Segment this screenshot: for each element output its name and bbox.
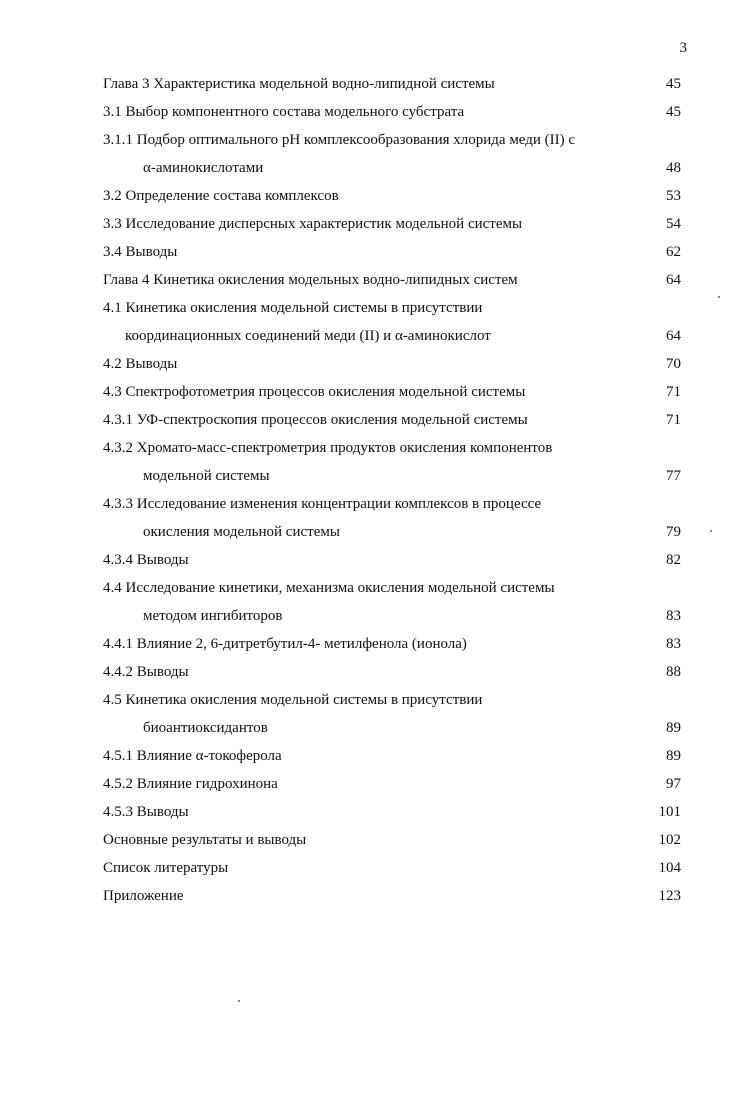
toc-entry-page: 123 [658, 888, 681, 904]
toc-entry-page: 45 [666, 76, 681, 92]
toc-entry-title-continuation: координационных соединений меди (II) и α-аминокислот [125, 328, 491, 344]
toc-entry-page: 89 [666, 720, 681, 736]
toc-entry-title: 4.3.2 Хромато-масс-спектрометрия продуктов окисления компонентов [103, 440, 553, 456]
scan-speck [238, 1000, 240, 1002]
toc-entry [103, 882, 681, 910]
toc-entry-title: 3.1.1 Подбор оптимального pH комплексообразования хлорида меди (II) с [103, 132, 576, 148]
toc-entry-page: 83 [666, 608, 681, 624]
toc-entry-page: 97 [666, 776, 681, 792]
toc-entry-title: 3.1 Выбор компонентного состава модельного субстрата [103, 104, 465, 120]
toc-entry-page: 104 [658, 860, 681, 876]
toc-entry [103, 854, 681, 882]
toc-entry-page: 64 [666, 272, 681, 288]
toc-entry-page: 64 [666, 328, 681, 344]
toc-entry [103, 266, 681, 294]
toc-entry-page: 89 [666, 748, 681, 764]
toc-entry [103, 686, 681, 742]
toc-entry-page: 70 [666, 356, 681, 372]
toc-entry-title: 4.5.2 Влияние гидрохинона [103, 776, 278, 792]
toc-entry [103, 490, 681, 546]
toc-entry [103, 574, 681, 630]
toc-entry-page: 53 [666, 188, 681, 204]
toc-entry [103, 742, 681, 770]
toc-entry [103, 378, 681, 406]
toc-entry-title: 3.3 Исследование дисперсных характеристик модельной системы [103, 216, 523, 232]
toc-entry [103, 826, 681, 854]
toc-entry-title-continuation: окисления модельной системы [143, 524, 340, 540]
toc-entry-title: 4.5.3 Выводы [103, 804, 189, 820]
toc-entry [103, 238, 681, 266]
toc-entry [103, 630, 681, 658]
toc-entry-title: 4.1 Кинетика окисления модельной системы в присутствии [103, 300, 483, 316]
toc-entry [103, 406, 681, 434]
toc-entry-title-continuation: методом ингибиторов [143, 608, 283, 624]
toc-entry-title: Приложение [103, 888, 184, 904]
toc-entry [103, 294, 681, 350]
toc-entry [103, 770, 681, 798]
toc-entry-title: Список литературы [103, 860, 229, 876]
page-number: 3 [679, 40, 687, 56]
toc-entry-title: Основные результаты и выводы [103, 832, 307, 848]
toc-entry-page: 83 [666, 636, 681, 652]
toc-entry-title: 4.4 Исследование кинетики, механизма окисления модельной системы [103, 580, 555, 596]
toc-entry-title: 4.4.1 Влияние 2, 6-дитретбутил-4- метилфенола (ионола) [103, 636, 467, 652]
toc-entry [103, 126, 681, 182]
toc-entry [103, 350, 681, 378]
toc-entry-title: 4.5 Кинетика окисления модельной системы в присутствии [103, 692, 483, 708]
toc-entry [103, 98, 681, 126]
toc-entry [103, 182, 681, 210]
toc-entry-title-continuation: α-аминокислотами [143, 160, 264, 176]
toc-entry-title: 4.3.3 Исследование изменения концентрации комплексов в процессе [103, 496, 542, 512]
toc-entry-page: 88 [666, 664, 681, 680]
toc-entry-page: 82 [666, 552, 681, 568]
toc-entry-page: 102 [658, 832, 681, 848]
toc-entry-page: 48 [666, 160, 681, 176]
toc-entry-title: Глава 3 Характеристика модельной водно-липидной системы [103, 76, 495, 92]
toc-entry [103, 210, 681, 238]
toc-entry-page: 101 [658, 804, 681, 820]
toc-entry-page: 45 [666, 104, 681, 120]
toc-entry-title: 4.4.2 Выводы [103, 664, 189, 680]
toc-entry [103, 434, 681, 490]
toc-entry-title: 3.2 Определение состава комплексов [103, 188, 339, 204]
toc-entry-page: 77 [666, 468, 681, 484]
toc-entry-page: 54 [666, 216, 681, 232]
toc-entry [103, 798, 681, 826]
toc-entry-page: 79 [666, 524, 681, 540]
toc-entry-title-continuation: модельной системы [143, 468, 270, 484]
toc-entry-title-continuation: биоантиоксидантов [143, 720, 268, 736]
toc-entry-title: 4.5.1 Влияние α-токоферола [103, 748, 282, 764]
table-of-contents [103, 70, 681, 910]
toc-entry-title: 4.3.1 УФ-спектроскопия процессов окисления модельной системы [103, 412, 528, 428]
toc-entry [103, 546, 681, 574]
toc-entry-page: 62 [666, 244, 681, 260]
toc-entry-title: Глава 4 Кинетика окисления модельных водно-липидных систем [103, 272, 518, 288]
toc-entry-page: 71 [666, 412, 681, 428]
scan-speck [710, 530, 712, 532]
toc-entry-page: 71 [666, 384, 681, 400]
toc-entry-title: 3.4 Выводы [103, 244, 178, 260]
toc-entry [103, 658, 681, 686]
toc-entry-title: 4.2 Выводы [103, 356, 178, 372]
toc-entry-title: 4.3 Спектрофотометрия процессов окисления модельной системы [103, 384, 526, 400]
toc-entry [103, 70, 681, 98]
toc-entry-title: 4.3.4 Выводы [103, 552, 189, 568]
scan-speck [718, 296, 720, 298]
